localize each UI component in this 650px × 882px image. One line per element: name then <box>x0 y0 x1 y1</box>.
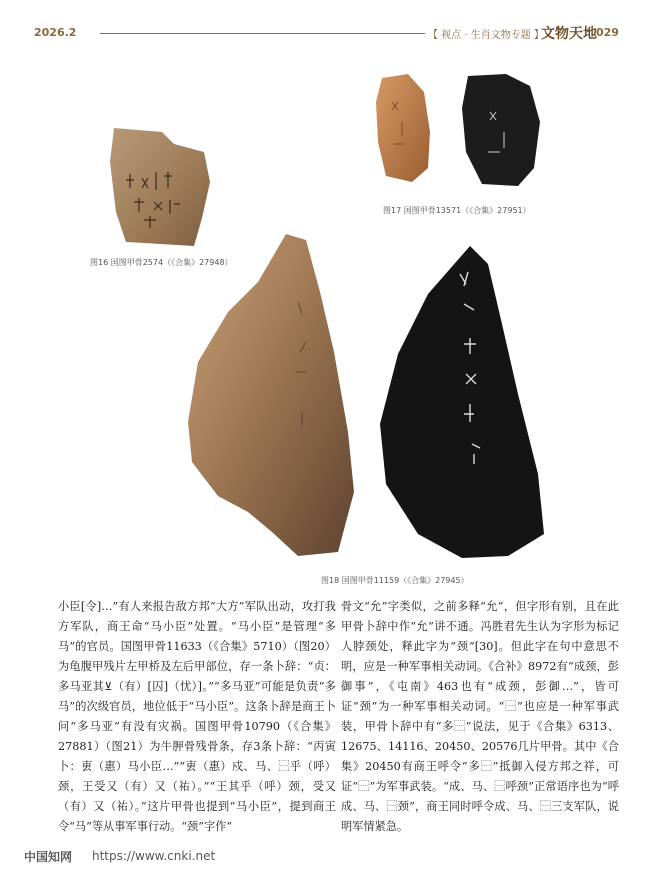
body-paragraph: 骨文“允”字类似，之前多释“允”，但字形有别，且在此甲骨卜辞中作“允”讲不通。冯胜君先生认为字形为标记人脖颈处，释此字为“颈”[30]。但此字在句中意思不明，应是一种军事相关动词。《合补》8972有“成颈，彭御事”，《屯南》463也有“成颈，彭御…”，皆可证“颈”为一种军事相关动词。“⿱”也应是一种军事武装，甲骨卜辞中有“多⿱”说法，见于《合集》6313、12675、14116、20450、20576几片甲骨。其中《合集》20450有商王呼令“多⿱”抵御入侵方邦之祥，可证“⿱”为军事武装。“成、马、⿱呼颈”正常语序也为“呼成、马、⿱颈”，商王同时呼令成、马、⿱三支军队，说明军情紧急。 <box>341 600 619 833</box>
page-header <box>0 0 650 48</box>
footer-url[interactable]: https://www.cnki.net <box>92 849 216 863</box>
header-rule <box>100 33 425 34</box>
oracle-bone-photo-fig17 <box>372 72 434 186</box>
figure-16-caption: 图16 国图甲骨2574（《合集》27948） <box>90 258 233 267</box>
figure-17-caption: 图17 国图甲骨13571（《合集》27951） <box>383 206 531 215</box>
body-paragraph: 小臣[令]…”有人来报告敌方邦“大方”军队出动，攻打我方军队，商王命“马小臣”处置。“马小臣”是管理“多马”的官员。国图甲骨11633（《合集》5710）（图20）为龟腹甲残片左甲桥及左后甲部位，存一条卜辞：“贞：多马亚其⊻（有）[囚]（忧）]。”“多马亚”可能是负责“多马”的次级官员，地位低于“马小臣”。这条卜辞是商王卜问“多马亚”有没有灾祸。国图甲骨10790（《合集》27881）（图21）为牛胛骨残骨条，存3条卜辞：“丙寅卜：叀（惠）马小臣…”“叀（惠）戍、马、⿱乎（呼）颈，王受又（有）又（祐）。”“王其乎（呼）颈，受又（有）又（祐）。”这片甲骨也提到“马小臣”，提到商王令“马”等从事军事行动。“颈”字作“ <box>58 600 336 833</box>
oracle-bone-photo-fig16 <box>104 122 216 250</box>
oracle-bone-rubbing-fig17 <box>460 72 542 190</box>
oracle-bone-photo-fig18 <box>188 232 358 560</box>
cnki-logo: 中国知网 <box>24 850 73 864</box>
body-text-left-column <box>58 597 336 837</box>
oracle-bone-rubbing-fig18 <box>378 244 546 560</box>
issue-number: 2026.2 <box>34 26 77 39</box>
figure-18-caption: 图18 国图甲骨11159（《合集》27945） <box>321 576 469 585</box>
page-number: 029 <box>596 26 619 39</box>
section-title: 【 视点 · 生肖文物专题 】 <box>428 30 544 41</box>
body-text-right-column <box>341 597 619 837</box>
magazine-title: 文物天地 <box>541 26 597 42</box>
